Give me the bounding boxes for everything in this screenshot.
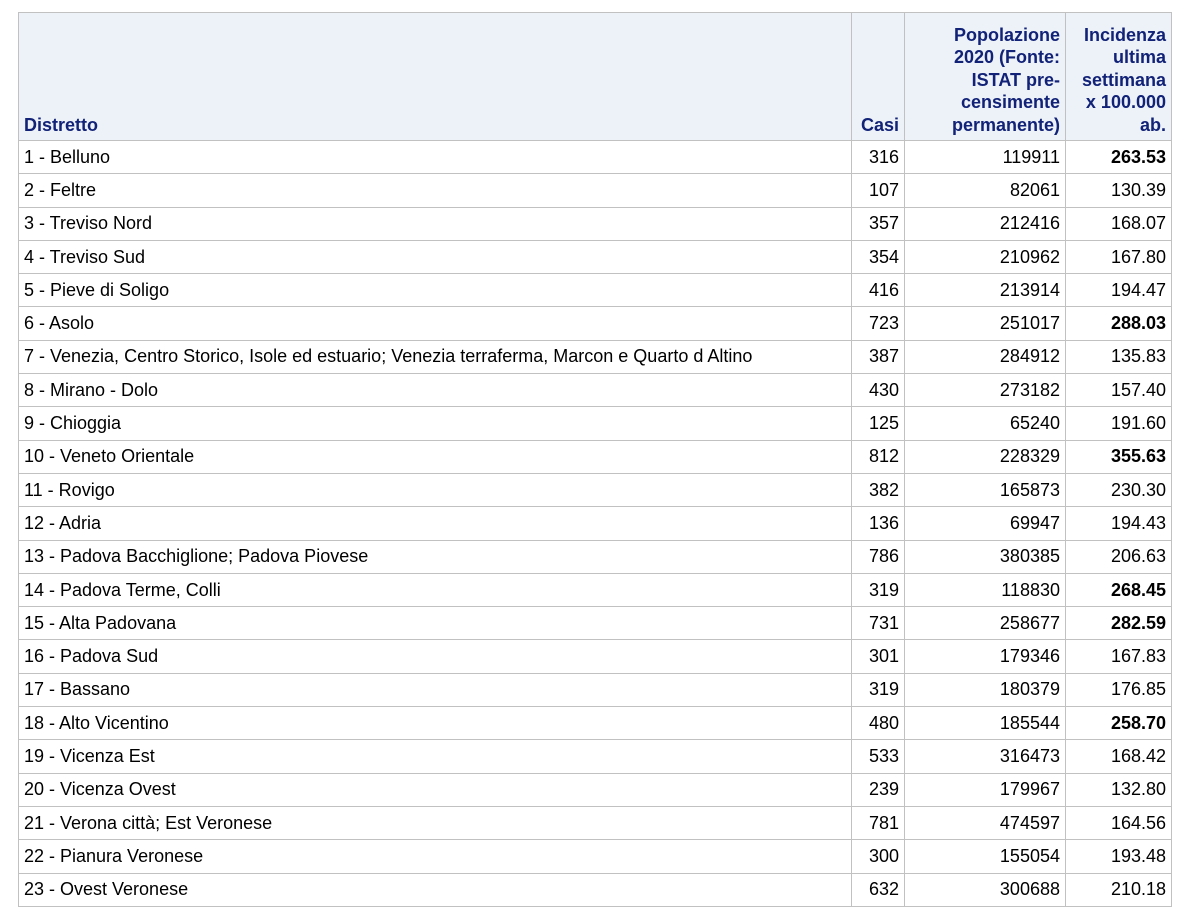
cell-popolazione: 273182 bbox=[905, 374, 1066, 407]
cell-casi: 382 bbox=[852, 473, 905, 506]
table-row bbox=[19, 540, 1172, 573]
cell-distretto: 4 - Treviso Sud bbox=[19, 240, 852, 273]
cell-casi: 107 bbox=[852, 174, 905, 207]
table-row bbox=[19, 773, 1172, 806]
cell-incidenza: 130.39 bbox=[1066, 174, 1172, 207]
cell-popolazione: 380385 bbox=[905, 540, 1066, 573]
cell-incidenza: 355.63 bbox=[1066, 440, 1172, 473]
cell-casi: 781 bbox=[852, 806, 905, 839]
cell-distretto: 12 - Adria bbox=[19, 507, 852, 540]
cell-incidenza: 258.70 bbox=[1066, 707, 1172, 740]
cell-incidenza: 191.60 bbox=[1066, 407, 1172, 440]
table-row bbox=[19, 307, 1172, 340]
cell-incidenza: 167.83 bbox=[1066, 640, 1172, 673]
table-row bbox=[19, 740, 1172, 773]
table-row bbox=[19, 640, 1172, 673]
cell-incidenza: 282.59 bbox=[1066, 607, 1172, 640]
table-row bbox=[19, 507, 1172, 540]
cell-distretto: 19 - Vicenza Est bbox=[19, 740, 852, 773]
cell-popolazione: 258677 bbox=[905, 607, 1066, 640]
cell-casi: 136 bbox=[852, 507, 905, 540]
cell-popolazione: 210962 bbox=[905, 240, 1066, 273]
cell-distretto: 6 - Asolo bbox=[19, 307, 852, 340]
cell-incidenza: 193.48 bbox=[1066, 840, 1172, 873]
table-row bbox=[19, 340, 1172, 373]
cell-incidenza: 135.83 bbox=[1066, 340, 1172, 373]
cell-casi: 300 bbox=[852, 840, 905, 873]
cell-popolazione: 213914 bbox=[905, 274, 1066, 307]
header-incidenza: Incidenza ultima settimana x 100.000 ab. bbox=[1066, 13, 1172, 141]
cell-distretto: 17 - Bassano bbox=[19, 673, 852, 706]
cell-distretto: 10 - Veneto Orientale bbox=[19, 440, 852, 473]
table-row bbox=[19, 707, 1172, 740]
table-row bbox=[19, 274, 1172, 307]
cell-popolazione: 118830 bbox=[905, 573, 1066, 606]
cell-incidenza: 230.30 bbox=[1066, 473, 1172, 506]
header-popolazione: Popolazione 2020 (Fonte: ISTAT pre-censimente permanente) bbox=[905, 13, 1066, 141]
cell-distretto: 2 - Feltre bbox=[19, 174, 852, 207]
cell-popolazione: 228329 bbox=[905, 440, 1066, 473]
cell-distretto: 5 - Pieve di Soligo bbox=[19, 274, 852, 307]
cell-casi: 480 bbox=[852, 707, 905, 740]
table-row bbox=[19, 141, 1172, 174]
cell-incidenza: 288.03 bbox=[1066, 307, 1172, 340]
cell-distretto: 3 - Treviso Nord bbox=[19, 207, 852, 240]
cell-popolazione: 284912 bbox=[905, 340, 1066, 373]
cell-incidenza: 176.85 bbox=[1066, 673, 1172, 706]
table-row bbox=[19, 440, 1172, 473]
cell-casi: 301 bbox=[852, 640, 905, 673]
cell-incidenza: 263.53 bbox=[1066, 141, 1172, 174]
cell-incidenza: 168.07 bbox=[1066, 207, 1172, 240]
cell-distretto: 21 - Verona città; Est Veronese bbox=[19, 806, 852, 839]
cell-incidenza: 206.63 bbox=[1066, 540, 1172, 573]
cell-distretto: 23 - Ovest Veronese bbox=[19, 873, 852, 906]
cell-popolazione: 185544 bbox=[905, 707, 1066, 740]
cell-casi: 239 bbox=[852, 773, 905, 806]
cell-casi: 731 bbox=[852, 607, 905, 640]
cell-incidenza: 210.18 bbox=[1066, 873, 1172, 906]
cell-casi: 319 bbox=[852, 673, 905, 706]
cell-popolazione: 212416 bbox=[905, 207, 1066, 240]
cell-popolazione: 69947 bbox=[905, 507, 1066, 540]
cell-distretto: 9 - Chioggia bbox=[19, 407, 852, 440]
cell-popolazione: 180379 bbox=[905, 673, 1066, 706]
cell-distretto: 16 - Padova Sud bbox=[19, 640, 852, 673]
cell-distretto: 1 - Belluno bbox=[19, 141, 852, 174]
cell-casi: 632 bbox=[852, 873, 905, 906]
cell-popolazione: 300688 bbox=[905, 873, 1066, 906]
table-row bbox=[19, 174, 1172, 207]
cell-distretto: 20 - Vicenza Ovest bbox=[19, 773, 852, 806]
cell-popolazione: 179967 bbox=[905, 773, 1066, 806]
table-row bbox=[19, 840, 1172, 873]
cell-distretto: 11 - Rovigo bbox=[19, 473, 852, 506]
cell-incidenza: 132.80 bbox=[1066, 773, 1172, 806]
cell-casi: 125 bbox=[852, 407, 905, 440]
district-incidence-table bbox=[18, 12, 1172, 907]
cell-incidenza: 268.45 bbox=[1066, 573, 1172, 606]
cell-popolazione: 165873 bbox=[905, 473, 1066, 506]
cell-popolazione: 119911 bbox=[905, 141, 1066, 174]
cell-casi: 416 bbox=[852, 274, 905, 307]
table-row bbox=[19, 806, 1172, 839]
table-row bbox=[19, 207, 1172, 240]
header-row bbox=[19, 13, 1172, 141]
cell-casi: 723 bbox=[852, 307, 905, 340]
district-incidence-table-wrapper bbox=[18, 12, 1172, 907]
cell-casi: 786 bbox=[852, 540, 905, 573]
cell-popolazione: 179346 bbox=[905, 640, 1066, 673]
table-row bbox=[19, 407, 1172, 440]
table-body bbox=[19, 141, 1172, 907]
table-row bbox=[19, 240, 1172, 273]
table-row bbox=[19, 473, 1172, 506]
cell-popolazione: 65240 bbox=[905, 407, 1066, 440]
cell-popolazione: 82061 bbox=[905, 174, 1066, 207]
cell-casi: 319 bbox=[852, 573, 905, 606]
table-row bbox=[19, 374, 1172, 407]
cell-incidenza: 157.40 bbox=[1066, 374, 1172, 407]
cell-distretto: 7 - Venezia, Centro Storico, Isole ed estuario; Venezia terraferma, Marcon e Quarto d Altino bbox=[19, 340, 852, 373]
cell-popolazione: 155054 bbox=[905, 840, 1066, 873]
cell-casi: 387 bbox=[852, 340, 905, 373]
cell-casi: 533 bbox=[852, 740, 905, 773]
cell-casi: 357 bbox=[852, 207, 905, 240]
table-row bbox=[19, 573, 1172, 606]
cell-incidenza: 167.80 bbox=[1066, 240, 1172, 273]
table-row bbox=[19, 673, 1172, 706]
cell-casi: 812 bbox=[852, 440, 905, 473]
header-distretto: Distretto bbox=[19, 13, 852, 141]
cell-incidenza: 164.56 bbox=[1066, 806, 1172, 839]
cell-distretto: 13 - Padova Bacchiglione; Padova Piovese bbox=[19, 540, 852, 573]
table-header bbox=[19, 13, 1172, 141]
cell-distretto: 14 - Padova Terme, Colli bbox=[19, 573, 852, 606]
cell-incidenza: 168.42 bbox=[1066, 740, 1172, 773]
cell-incidenza: 194.43 bbox=[1066, 507, 1172, 540]
cell-distretto: 15 - Alta Padovana bbox=[19, 607, 852, 640]
cell-distretto: 22 - Pianura Veronese bbox=[19, 840, 852, 873]
cell-popolazione: 251017 bbox=[905, 307, 1066, 340]
header-casi: Casi bbox=[852, 13, 905, 141]
cell-distretto: 8 - Mirano - Dolo bbox=[19, 374, 852, 407]
table-row bbox=[19, 607, 1172, 640]
table-row bbox=[19, 873, 1172, 906]
cell-distretto: 18 - Alto Vicentino bbox=[19, 707, 852, 740]
cell-casi: 354 bbox=[852, 240, 905, 273]
cell-casi: 316 bbox=[852, 141, 905, 174]
cell-popolazione: 316473 bbox=[905, 740, 1066, 773]
cell-incidenza: 194.47 bbox=[1066, 274, 1172, 307]
cell-popolazione: 474597 bbox=[905, 806, 1066, 839]
cell-casi: 430 bbox=[852, 374, 905, 407]
